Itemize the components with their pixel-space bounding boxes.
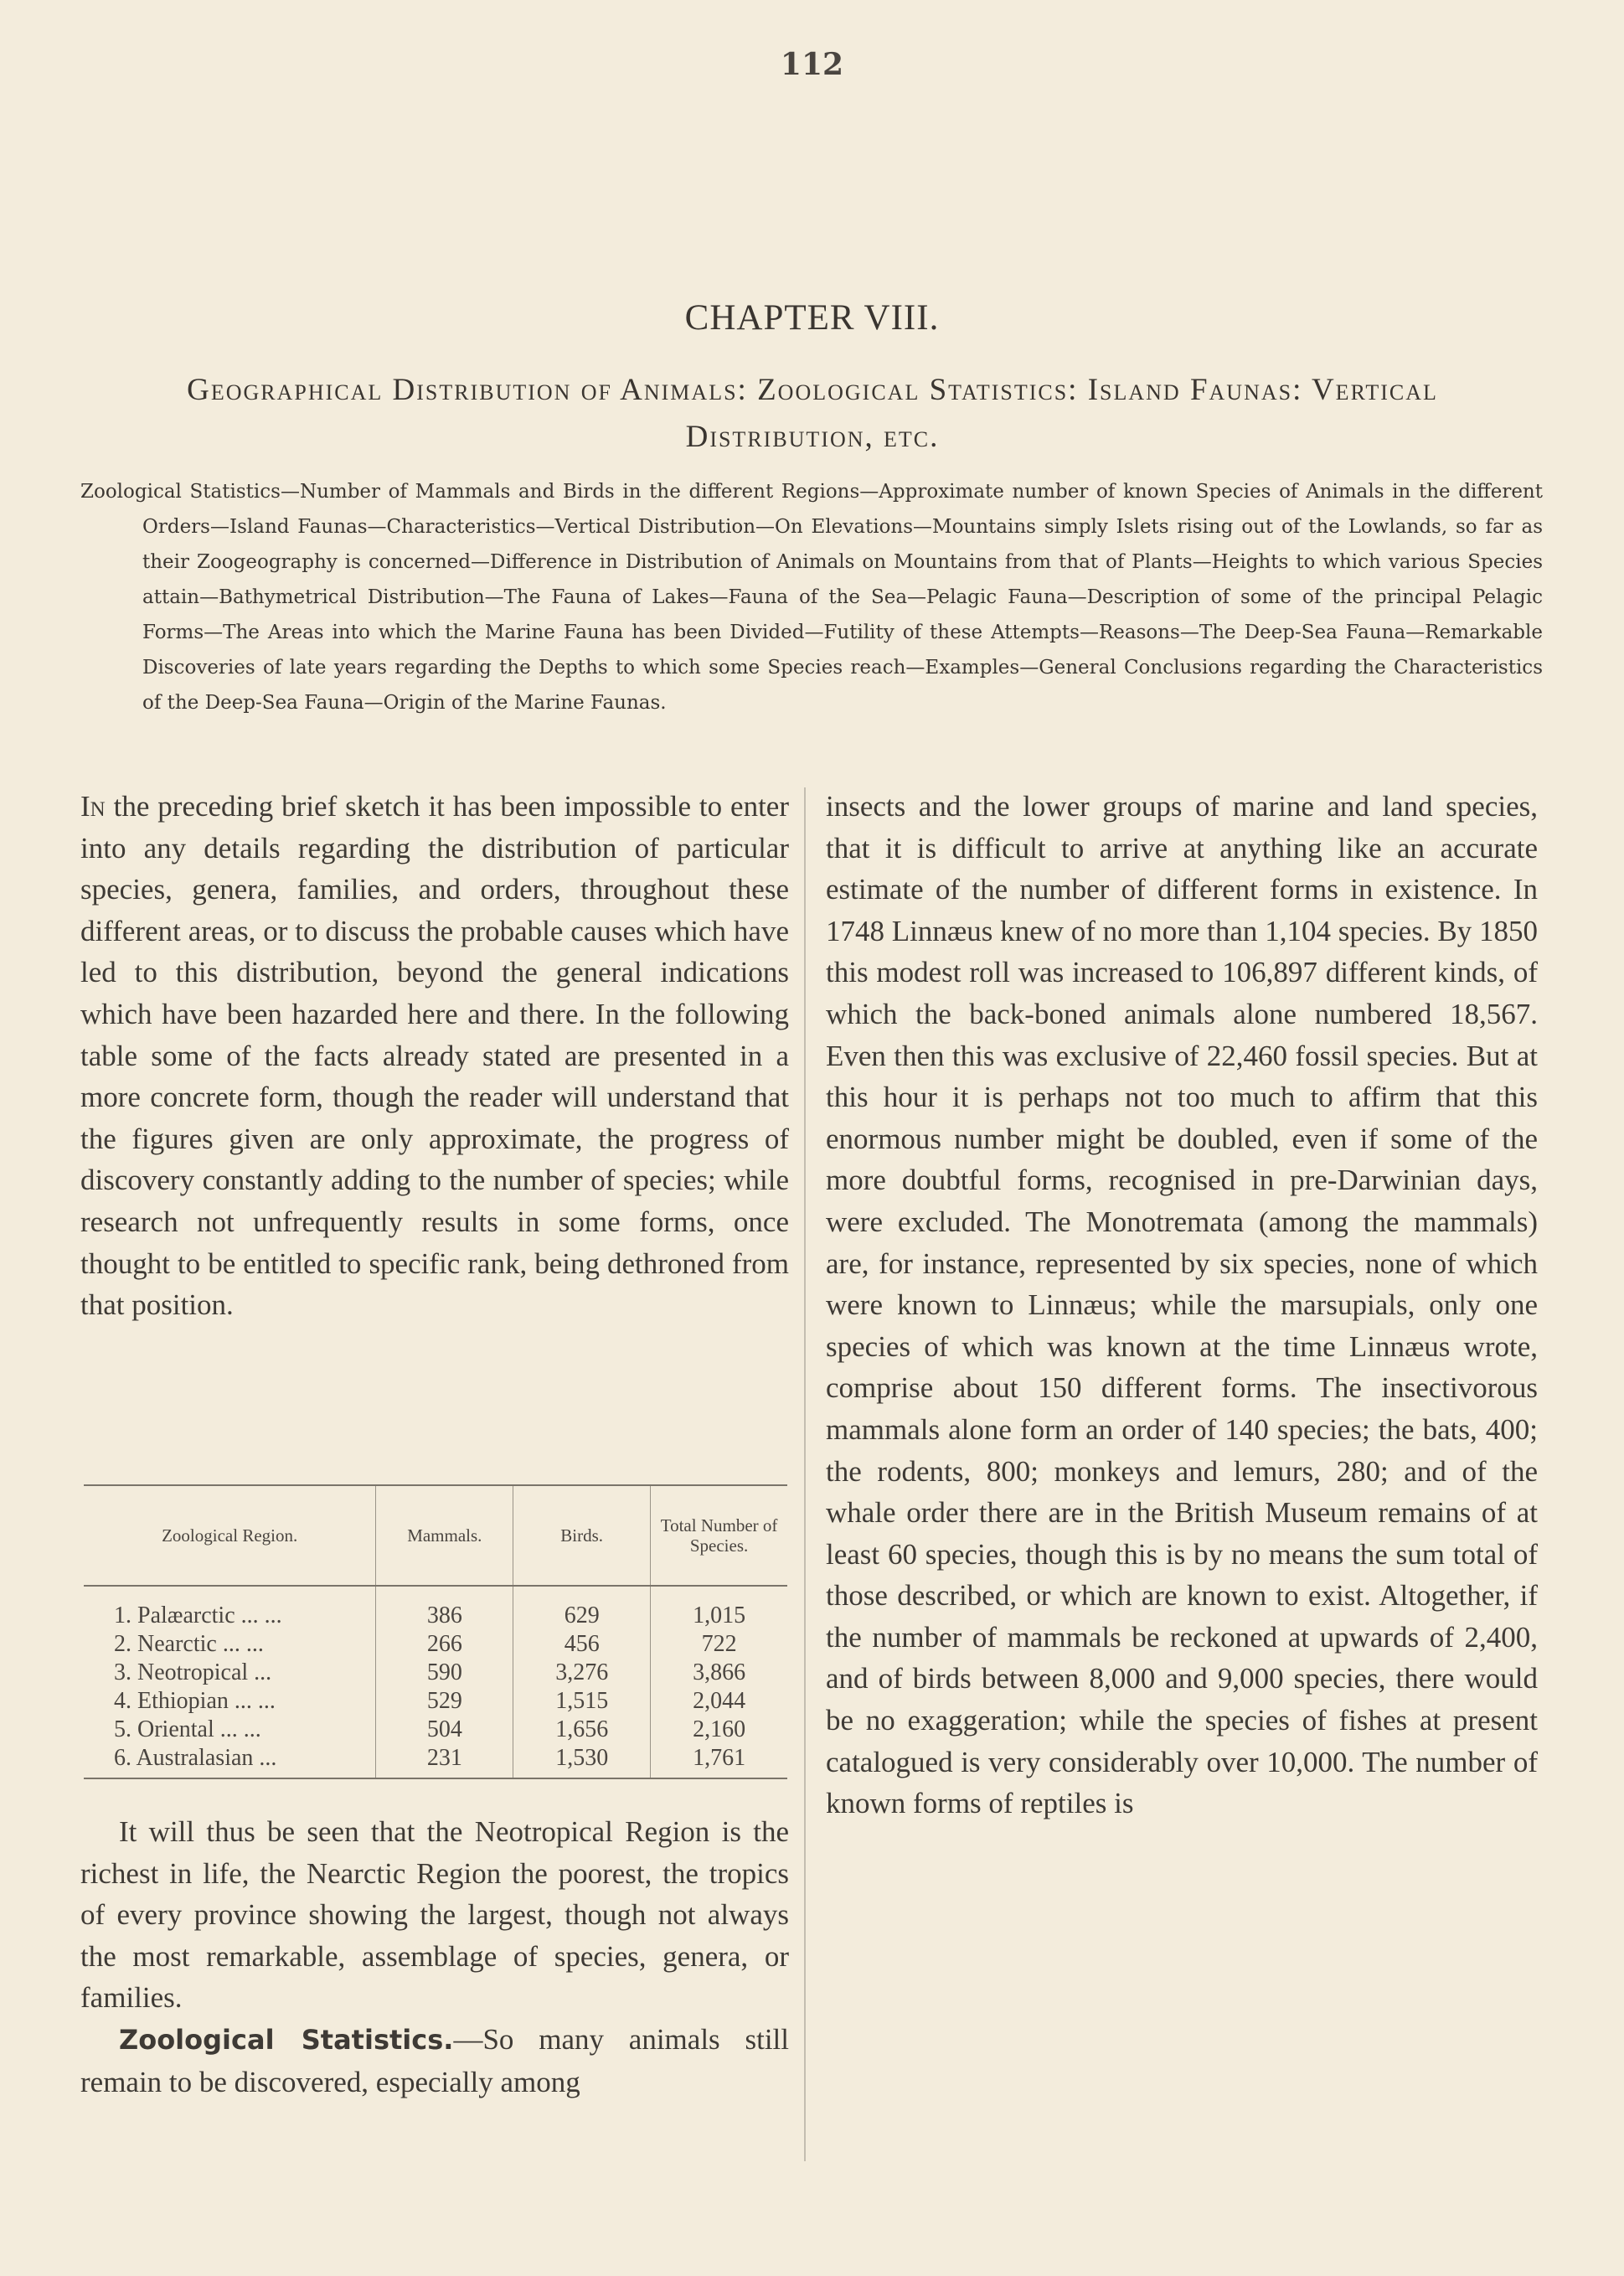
intro-text: the preceding brief sketch it has been impossible to enter into any details regarding the distribution of particular species, genera, families, and orders, throughout these different areas, or to discuss the probable causes which have led to this distribution, beyond the general indications which have been hazarded here and there. In the following table some of the facts already stated are presented in a more concrete form, though the reader will understand that the figures given are only approximate, the progress of discovery constantly adding to the number of species; while research not unfrequently results in some forms, once thought to be entitled to specific rank, being dethroned from that position.	[80, 790, 789, 1322]
header-mammals: Mammals.	[376, 1485, 513, 1586]
conclusion-paragraph: It will thus be seen that the Neotropical Region is the richest in life, the Nearctic Region the poorest, the tropics of every province showing the largest, though not always the most remarkable, assemblage of species, genera, or families.	[80, 1815, 789, 2015]
cell-birds: 3,276	[513, 1659, 651, 1687]
table-row	[84, 1687, 787, 1716]
intro-paragraph	[80, 786, 789, 1326]
table-header-row	[84, 1485, 787, 1586]
header-total: Total Number of Species.	[651, 1485, 787, 1586]
left-column-lower	[80, 1811, 789, 2103]
synopsis-text: Zoological Statistics—Number of Mammals and Birds in the different Regions—Approximate number of known Species of Animals in the different Orders—Island Faunas—Characteristics—Vertical Distribution—On Elevations—Mountains simply Islets rising out of the Lowlands, so far as their Zoogeography is concerned—Difference in Distribution of Animals on Mountains from that of Plants—Heights to which various Species attain—Bathymetrical Distribution—The Fauna of Lakes—Fauna of the Sea—Pelagic Fauna—Description of some of the principal Pelagic Forms—The Areas into which the Marine Fauna has been Divided—Futility of these Attempts—Reasons—The Deep-Sea Fauna—Remarkable Discoveries of late years regarding the Depths to which some Species reach—Examples—General Conclusions regarding the Characteristics of the Deep-Sea Fauna—Origin of the Marine Faunas.	[80, 481, 1543, 714]
column-divider	[804, 787, 806, 2161]
cell-region: 2. Nearctic ... ...	[114, 1631, 264, 1657]
cell-region: 4. Ethiopian ... ...	[114, 1688, 276, 1714]
cell-region: 6. Australasian ...	[84, 1744, 376, 1778]
cell-birds: 1,530	[513, 1744, 651, 1778]
cell-region: 1. Palæarctic ... ...	[114, 1602, 282, 1628]
cell-birds: 456	[513, 1630, 651, 1659]
cell-mammals: 504	[376, 1716, 513, 1744]
chapter-subtitle: Geographical Distribution of Animals: Zoological Statistics: Island Faunas: Vertical Distribution, etc.	[187, 373, 1438, 454]
table-row	[84, 1716, 787, 1744]
table-row	[84, 1630, 787, 1659]
cell-region: 3. Neotropical ...	[114, 1659, 272, 1685]
cell-total: 1,015	[651, 1602, 787, 1630]
cell-total: 722	[651, 1630, 787, 1659]
cell-birds: 629	[513, 1602, 651, 1630]
cell-total: 3,866	[651, 1659, 787, 1687]
statistics-paragraph	[80, 2019, 789, 2103]
left-column	[80, 786, 789, 1326]
cell-mammals: 266	[376, 1630, 513, 1659]
table-row	[84, 1744, 787, 1778]
section-text: —So many animals still remain to be discovered, especially among	[80, 2022, 790, 2098]
cell-total: 2,160	[651, 1716, 787, 1744]
cell-total: 2,044	[651, 1687, 787, 1716]
cell-mammals: 386	[376, 1602, 513, 1630]
zoological-statistics-table	[84, 1484, 787, 1779]
right-column-text: insects and the lower groups of marine and land species, that it is difficult to arrive at anything like an accurate estimate of the number of different forms in existence. In 1748 Linnæus knew of no more than 1,104 species. By 1850 this modest roll was increased to 106,897 different kinds, of which the back-boned animals alone numbered 18,567. Even then this was exclusive of 22,460 fossil species. But at this hour it is perhaps not too much to affirm that this enormous number might be doubled, even if some of the more doubtful forms, recognised in pre-Darwinian days, were excluded. The Monotremata (among the mammals) are, for instance, represented by six species, none of which were known to Linnæus; while the marsupials, only one species of which was known at the time Linnæus wrote, comprise about 150 different forms. The insectivorous mammals alone form an order of 140 species; the bats, 400; the rodents, 800; monkeys and lemurs, 280; and of the whale order there are in the British Museum remains of at least 60 species, though this is by no means the sum total of those described, or which are known to exist. Altogether, if the number of mammals be reckoned at upwards of 2,400, and of birds between 8,000 and 9,000 species, there would be no exaggeration; while the species of fishes at present catalogued is very considerably over 10,000. The number of known forms of reptiles is	[826, 790, 1538, 1820]
section-heading: Zoological Statistics.	[119, 2023, 454, 2056]
header-region: Zoological Region.	[84, 1485, 376, 1586]
cell-total: 1,761	[651, 1744, 787, 1778]
right-column	[826, 786, 1538, 1824]
chapter-synopsis	[80, 474, 1543, 720]
cell-mammals: 590	[376, 1659, 513, 1687]
cell-mammals: 231	[376, 1744, 513, 1778]
chapter-title: CHAPTER VIII.	[684, 298, 940, 338]
cell-birds: 1,656	[513, 1716, 651, 1744]
cell-birds: 1,515	[513, 1687, 651, 1716]
cell-mammals: 529	[376, 1687, 513, 1716]
intro-first-word: In	[80, 790, 106, 823]
table-row	[84, 1659, 787, 1687]
page-number: 112	[780, 47, 844, 82]
header-birds: Birds.	[513, 1485, 651, 1586]
table-row	[84, 1602, 787, 1630]
cell-region: 5. Oriental ... ...	[114, 1716, 261, 1742]
